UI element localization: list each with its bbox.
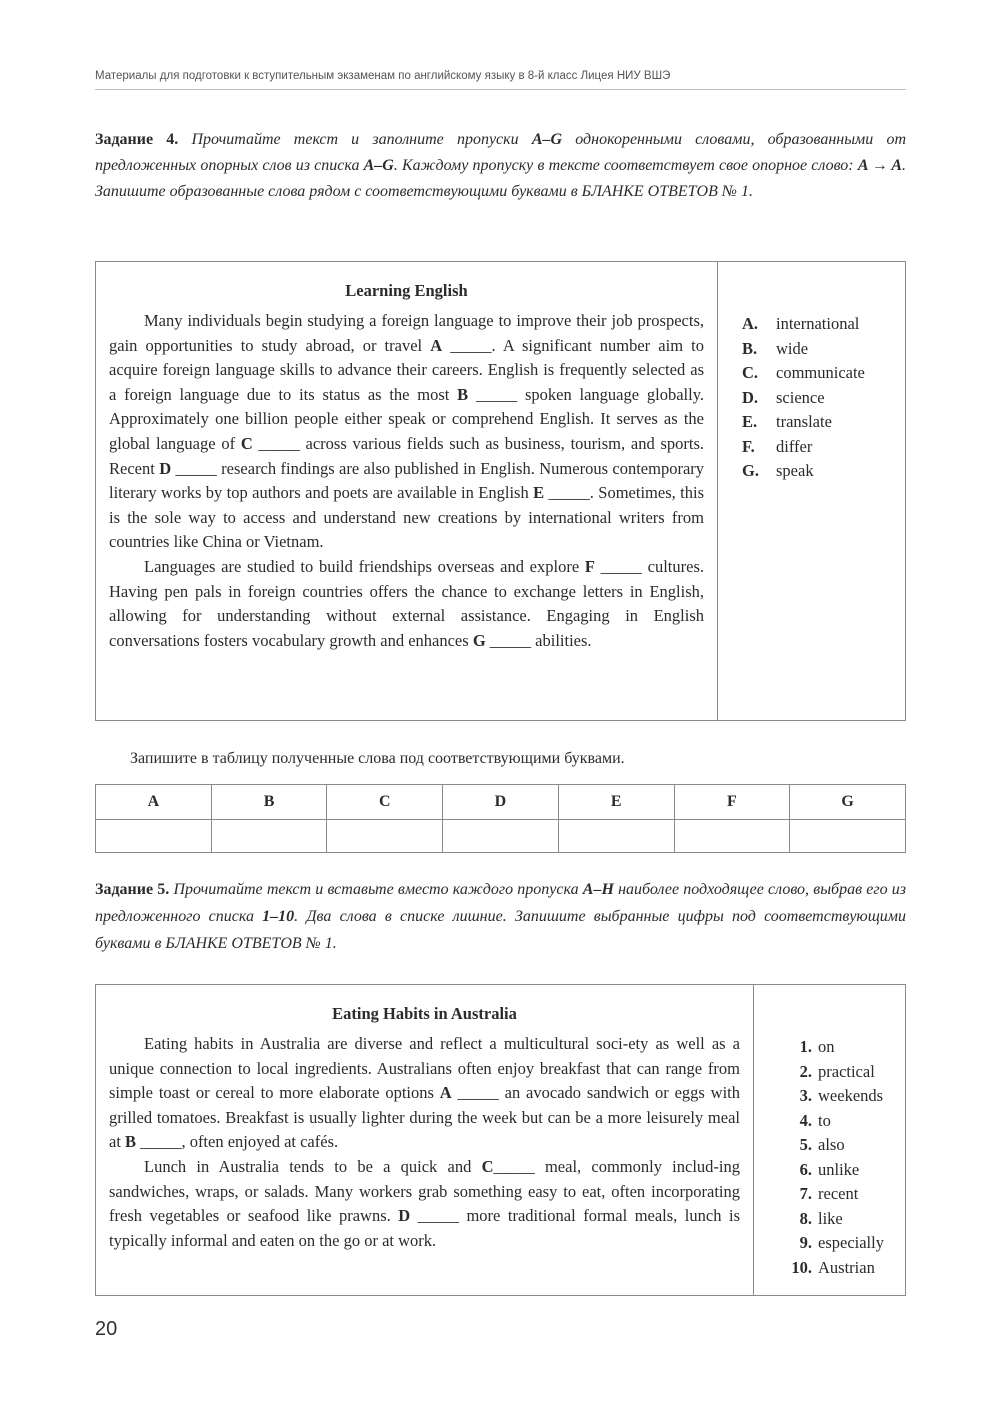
task4-paragraph-1: Many individuals begin studying a foreign language to improve their job prospects, gain opportunities to study abroad, or travel A _____. A significant number aim to acquire foreign language skills to advance their careers. English is frequently selected as a foreign language due to its status as the most B _____ spoken language globally. Approximately one billion people either speak or comprehend English. It serves as the global language of C _____ across various fields such as business, tourism, and sports. Recent D _____ research findings are also published in English. Numerous contemporary literary works by top authors and poets are available in English E _____. Sometimes, this is the sole way to access and understand new creations by international writers from countries like China or Vietnam. [109, 311, 705, 552]
answer-header-a: A [96, 785, 212, 820]
page-number: 20 [95, 1318, 118, 1340]
task5-word-list [754, 985, 884, 1295]
task5-passage-title: Eating Habits in Australia [332, 1004, 517, 1023]
task4-word-list [718, 262, 865, 720]
list-item: E. translate [742, 412, 832, 431]
answer-cell-c[interactable] [327, 820, 443, 853]
list-item: A. international [742, 314, 860, 333]
list-item: 3. weekends [799, 1086, 884, 1105]
answer-table [95, 784, 906, 853]
running-header: Материалы для подготовки к вступительным экзаменам по английскому языку в 8-й класс Лицея НИУ ВШЭ [95, 70, 671, 82]
answer-header-c: C [327, 785, 443, 820]
table-answer-row [96, 820, 906, 853]
list-item: 5. also [799, 1135, 845, 1154]
list-item: 9. especially [799, 1233, 884, 1252]
list-item: 1. on [799, 1037, 835, 1056]
answer-cell-f[interactable] [674, 820, 790, 853]
answer-header-e: E [558, 785, 674, 820]
header-rule [95, 89, 906, 90]
table-instruction: Запишите в таблицу полученные слова под соответствующими буквами. [130, 750, 625, 767]
table-header-row [96, 785, 906, 820]
list-item: D. science [742, 387, 825, 407]
task5-instruction-text: Прочитайте текст и вставьте вместо каждого пропуска A–H наиболее подходящее слово, выбрав его из предложенного списка 1–10. Два слова в списке лишние. Запишите выбранные цифры под соответствующими буквами в БЛАНКЕ ОТВЕТОВ № 1. [95, 881, 907, 952]
list-item: G. speak [742, 461, 814, 480]
task4-instruction-text: Прочитайте текст и заполните пропуски A–G однокоренными словами, образованными от предложенных опорных слов из списка A–G. Каждому пропуску в тексте соответствует свое опорное слово: A → A. Запишите образованные слова рядом с соответствующими буквами в БЛАНКЕ ОТВЕТОВ № 1. [95, 131, 907, 200]
list-item: B. wide [742, 338, 809, 358]
task5-text-box [95, 984, 906, 1296]
list-item: 10. Austrian [791, 1257, 875, 1277]
task4-passage [96, 262, 718, 720]
answer-cell-d[interactable] [443, 820, 559, 853]
answer-header-b: B [211, 785, 327, 820]
list-item: C. communicate [742, 363, 865, 382]
list-item: 7. recent [799, 1184, 859, 1203]
list-item: 8. like [799, 1208, 843, 1228]
task5-paragraph-2: Lunch in Australia tends to be a quick and C_____ meal, commonly includ-ing sandwiches, wraps, or salads. Many workers grab something easy to eat, often incorporating fresh vegetables or seafood like prawns. D _____ more traditional formal meals, lunch is typically informal and eaten on the go or at work. [109, 1156, 740, 1250]
answer-header-g: G [790, 785, 906, 820]
answer-header-d: D [443, 785, 559, 820]
task4-label: Задание 4. [95, 131, 179, 148]
list-item: 2. practical [799, 1061, 875, 1081]
answer-cell-b[interactable] [211, 820, 327, 853]
task5-paragraph-1: Eating habits in Australia are diverse and reflect a multicultural soci-ety as well as a unique connection to local ingredients. Australians often enjoy breakfast that can range from simple toast or cereal to more elaborate options A _____ an avocado sandwich or eggs with grilled tomatoes. Breakfast is usually lighter during the week but can be a more leisurely meal at B _____, often enjoyed at cafés. [109, 1034, 741, 1152]
answer-header-f: F [674, 785, 790, 820]
task4-instructions [95, 127, 906, 205]
answer-cell-g[interactable] [790, 820, 906, 853]
task5-label: Задание 5. [95, 881, 170, 898]
list-item: 6. unlike [799, 1159, 860, 1179]
task4-passage-title: Learning English [345, 281, 468, 300]
answer-cell-e[interactable] [558, 820, 674, 853]
list-item: F. differ [742, 436, 813, 456]
answer-cell-a[interactable] [96, 820, 212, 853]
list-item: 4. to [799, 1110, 831, 1130]
task4-text-box [95, 261, 906, 721]
task5-instructions [95, 876, 906, 957]
task4-paragraph-2: Languages are studied to build friendships overseas and explore F _____ cultures. Having pen pals in foreign countries offers the chance to exchange letters in English, allowing for understanding without external assistance. Engaging in English conversations fosters vocabulary growth and enhances G _____ abilities. [109, 556, 704, 650]
task5-passage [96, 985, 754, 1295]
